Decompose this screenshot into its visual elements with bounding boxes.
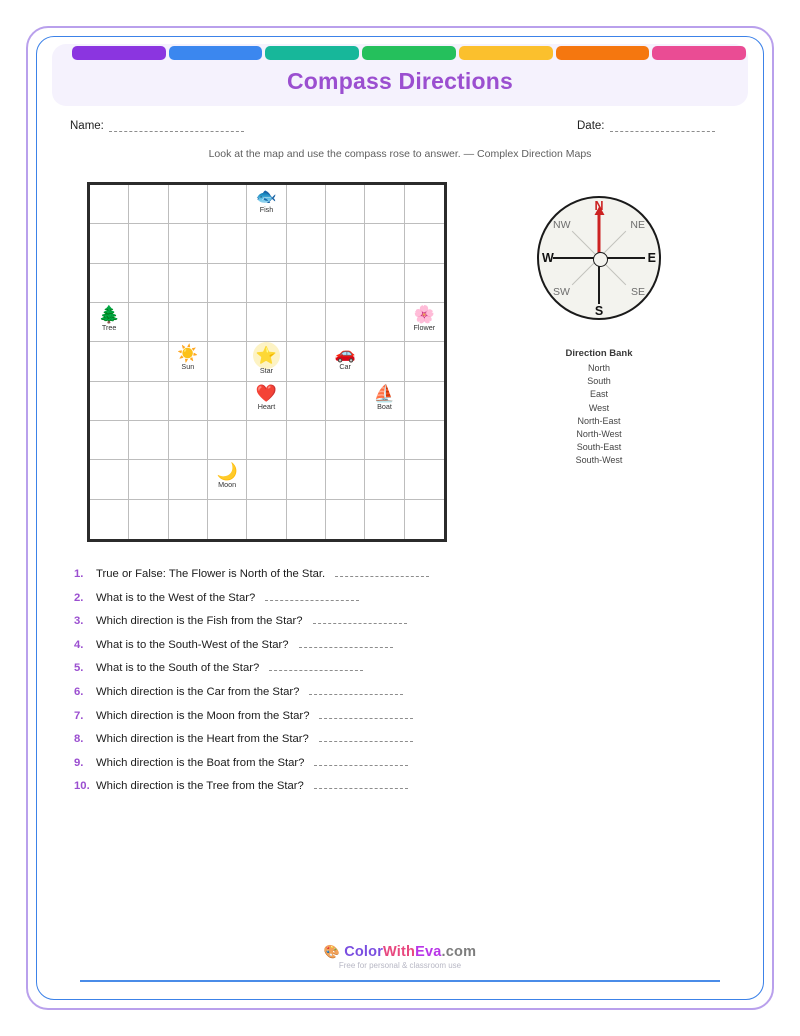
map-cell bbox=[129, 224, 168, 263]
tree-icon: 🌲 bbox=[98, 304, 120, 324]
map-token-label: Sun bbox=[181, 362, 195, 372]
map-cell bbox=[90, 224, 129, 263]
question-answer-line[interactable] bbox=[269, 660, 363, 671]
map-cell bbox=[365, 421, 404, 460]
question-text: Which direction is the Car from the Star? bbox=[96, 685, 300, 698]
map-cell bbox=[326, 500, 365, 539]
map-cell bbox=[208, 264, 247, 303]
map-cell bbox=[326, 460, 365, 499]
heart-icon: ❤️ bbox=[255, 383, 278, 403]
map-cell bbox=[405, 224, 444, 263]
compass-label-northwest: NW bbox=[553, 219, 571, 231]
map-cell bbox=[129, 185, 168, 224]
question-number: 6. bbox=[74, 685, 84, 698]
question-text: True or False: The Flower is North of the Star. bbox=[96, 568, 326, 580]
compass-label-southwest: SW bbox=[553, 285, 570, 298]
map-token-label: Tree bbox=[101, 322, 117, 332]
map-cell bbox=[169, 382, 208, 421]
car-icon: 🚗 bbox=[334, 344, 356, 364]
map-cell bbox=[365, 342, 404, 381]
map-cell bbox=[287, 382, 326, 421]
map-cell bbox=[326, 303, 365, 342]
name-label: Name: bbox=[70, 120, 104, 132]
map-cell bbox=[129, 303, 168, 342]
color-bar-3 bbox=[265, 46, 359, 60]
brand-part-tld: .com bbox=[441, 944, 477, 960]
map-token-label: Fish bbox=[259, 205, 274, 214]
question-answer-line[interactable] bbox=[335, 566, 429, 577]
footer bbox=[44, 944, 756, 970]
footer-tagline: Free for personal & classroom use bbox=[338, 961, 462, 970]
question-item bbox=[74, 613, 714, 627]
map-grid-container bbox=[87, 182, 447, 542]
sun-icon: ☀️ bbox=[177, 344, 199, 364]
compass-label-south: S bbox=[594, 303, 604, 318]
question-item bbox=[74, 684, 714, 698]
map-cell bbox=[169, 421, 208, 460]
map-cell bbox=[169, 303, 208, 342]
map-grid bbox=[90, 185, 444, 539]
question-number: 8. bbox=[74, 733, 84, 746]
map-cell bbox=[208, 224, 247, 263]
color-bar-1 bbox=[72, 46, 166, 60]
map-cell bbox=[90, 460, 129, 499]
question-item bbox=[74, 566, 714, 580]
map-token-fish bbox=[247, 187, 285, 214]
question-item bbox=[74, 590, 714, 604]
map-cell bbox=[287, 303, 326, 342]
compass-rose bbox=[537, 196, 661, 320]
flower-icon: 🌸 bbox=[413, 304, 435, 324]
map-cell bbox=[169, 224, 208, 263]
map-cell bbox=[247, 185, 286, 224]
questions-list bbox=[74, 566, 714, 802]
map-cell bbox=[326, 342, 365, 381]
question-item bbox=[74, 660, 714, 674]
map-cell bbox=[169, 500, 208, 539]
brand-part-eva: Eva bbox=[415, 944, 442, 960]
question-text: What is to the West of the Star? bbox=[96, 591, 256, 604]
star-icon: ⭐ bbox=[253, 342, 280, 369]
moon-icon: 🌙 bbox=[216, 462, 238, 482]
map-token-heart bbox=[247, 384, 285, 411]
map-cell bbox=[129, 500, 168, 539]
map-cell bbox=[129, 264, 168, 303]
direction-bank-list bbox=[474, 362, 724, 468]
map-cell bbox=[90, 185, 129, 224]
map-cell bbox=[287, 264, 326, 303]
map-cell bbox=[90, 264, 129, 303]
question-text: Which direction is the Boat from the Star? bbox=[96, 756, 305, 769]
question-text: Which direction is the Tree from the Star? bbox=[96, 780, 304, 793]
map-cell bbox=[169, 264, 208, 303]
map-cell bbox=[129, 460, 168, 499]
map-cell bbox=[208, 500, 247, 539]
question-item bbox=[74, 731, 714, 745]
header-card bbox=[52, 44, 748, 106]
map-cell bbox=[90, 303, 129, 342]
question-number: 9. bbox=[74, 756, 84, 769]
question-number: 7. bbox=[74, 709, 84, 722]
color-bar-2 bbox=[169, 46, 263, 60]
map-cell bbox=[129, 342, 168, 381]
map-cell bbox=[90, 421, 129, 460]
map-cell bbox=[287, 342, 326, 381]
question-item bbox=[74, 637, 714, 651]
map-cell bbox=[405, 342, 444, 381]
map-cell bbox=[287, 185, 326, 224]
map-cell bbox=[247, 224, 286, 263]
map-cell bbox=[326, 264, 365, 303]
map-cell bbox=[405, 382, 444, 421]
map-cell bbox=[326, 382, 365, 421]
map-cell bbox=[365, 303, 404, 342]
direction-bank-item: South-East bbox=[576, 442, 622, 453]
question-answer-line[interactable] bbox=[299, 637, 393, 648]
map-cell bbox=[169, 460, 208, 499]
brand-part-with: With bbox=[383, 944, 416, 960]
direction-bank-item: South-West bbox=[575, 455, 623, 466]
direction-bank-item: South bbox=[587, 376, 611, 387]
map-cell bbox=[405, 264, 444, 303]
color-bar-4 bbox=[362, 46, 456, 60]
map-token-label: Moon bbox=[218, 480, 237, 490]
map-cell bbox=[247, 264, 286, 303]
compass-label-west: W bbox=[542, 250, 554, 265]
direction-bank-item: North-West bbox=[576, 429, 622, 440]
name-date-row bbox=[66, 120, 726, 138]
map-cell bbox=[208, 382, 247, 421]
map-cell bbox=[405, 500, 444, 539]
worksheet-sheet bbox=[44, 44, 756, 992]
map-cell bbox=[365, 224, 404, 263]
map-cell bbox=[405, 303, 444, 342]
boat-icon: ⛵ bbox=[373, 383, 396, 403]
map-cell bbox=[129, 421, 168, 460]
map-token-sun bbox=[169, 344, 207, 371]
question-answer-line[interactable] bbox=[309, 684, 403, 695]
map-token-label: Flower bbox=[413, 322, 436, 332]
color-bar-6 bbox=[556, 46, 650, 60]
question-text: What is to the South-West of the Star? bbox=[96, 638, 289, 651]
map-token-label: Car bbox=[339, 362, 351, 372]
map-token-tree bbox=[90, 305, 128, 332]
compass-label-north: N bbox=[594, 199, 604, 213]
map-cell bbox=[247, 303, 286, 342]
map-cell bbox=[405, 460, 444, 499]
date-field-group bbox=[577, 120, 715, 132]
map-cell bbox=[326, 224, 365, 263]
map-cell bbox=[208, 303, 247, 342]
map-cell bbox=[287, 224, 326, 263]
question-answer-line[interactable] bbox=[265, 590, 359, 601]
brand-wordmark bbox=[44, 944, 756, 960]
compass-label-southeast: SE bbox=[630, 285, 645, 298]
map-cell bbox=[208, 460, 247, 499]
question-text: What is to the South of the Star? bbox=[96, 662, 260, 675]
direction-bank-item: North-East bbox=[577, 415, 621, 426]
date-label: Date: bbox=[577, 120, 605, 132]
map-cell bbox=[90, 342, 129, 381]
question-number: 2. bbox=[74, 591, 84, 604]
compass-label-northeast: NE bbox=[630, 219, 645, 231]
map-token-boat bbox=[365, 384, 403, 411]
page-title: Compass Directions bbox=[287, 68, 513, 94]
map-cell bbox=[90, 500, 129, 539]
question-number: 5. bbox=[74, 662, 84, 675]
map-cell bbox=[129, 382, 168, 421]
brand-part-color: Color bbox=[344, 944, 384, 960]
map-cell bbox=[247, 342, 286, 381]
map-cell bbox=[169, 185, 208, 224]
palette-icon: 🎨 bbox=[323, 944, 341, 959]
map-token-star bbox=[247, 344, 285, 375]
compass-hub bbox=[593, 252, 608, 267]
map-cell bbox=[247, 382, 286, 421]
map-cell bbox=[365, 264, 404, 303]
name-input-line[interactable] bbox=[109, 120, 244, 132]
map-cell bbox=[405, 421, 444, 460]
map-cell bbox=[208, 185, 247, 224]
compass-label-east: E bbox=[647, 250, 656, 265]
color-bar-5 bbox=[459, 46, 553, 60]
footer-rule bbox=[80, 980, 720, 982]
question-item bbox=[74, 755, 714, 769]
map-token-flower bbox=[405, 305, 444, 332]
direction-bank-title: Direction Bank bbox=[565, 348, 633, 359]
map-cell bbox=[208, 342, 247, 381]
question-number: 4. bbox=[74, 638, 84, 651]
name-field-group bbox=[70, 120, 244, 132]
direction-bank-item: East bbox=[589, 389, 608, 400]
question-item bbox=[74, 708, 714, 722]
direction-bank bbox=[474, 348, 724, 468]
fish-icon: 🐟 bbox=[255, 187, 278, 206]
map-cell bbox=[287, 460, 326, 499]
map-cell bbox=[208, 421, 247, 460]
question-answer-line[interactable] bbox=[314, 755, 408, 766]
map-cell bbox=[90, 382, 129, 421]
instructions-text: Look at the map and use the compass rose to answer. — Complex Direction Maps bbox=[208, 148, 592, 160]
question-answer-line[interactable] bbox=[319, 731, 413, 742]
question-answer-line[interactable] bbox=[314, 778, 408, 789]
question-number: 10. bbox=[74, 780, 90, 793]
map-cell bbox=[365, 460, 404, 499]
map-cell bbox=[169, 342, 208, 381]
map-cell bbox=[247, 500, 286, 539]
map-cell bbox=[287, 421, 326, 460]
direction-bank-item: West bbox=[588, 402, 610, 413]
color-bar-7 bbox=[652, 46, 746, 60]
question-answer-line[interactable] bbox=[319, 708, 413, 719]
map-cell bbox=[326, 185, 365, 224]
map-cell bbox=[247, 421, 286, 460]
map-cell bbox=[365, 185, 404, 224]
question-number: 3. bbox=[74, 615, 84, 628]
compass-column bbox=[474, 196, 724, 468]
question-text: Which direction is the Moon from the Star? bbox=[96, 709, 310, 722]
map-token-label: Star bbox=[259, 366, 274, 376]
color-bar-strip bbox=[72, 46, 746, 60]
direction-bank-item: North bbox=[587, 363, 610, 373]
map-cell bbox=[326, 421, 365, 460]
map-cell bbox=[287, 500, 326, 539]
map-cell bbox=[365, 500, 404, 539]
map-token-label: Heart bbox=[257, 401, 276, 411]
map-cell bbox=[247, 460, 286, 499]
map-token-moon bbox=[208, 462, 246, 489]
map-token-label: Boat bbox=[377, 401, 392, 411]
question-text: Which direction is the Fish from the Star? bbox=[96, 615, 303, 628]
question-item bbox=[74, 778, 714, 792]
question-number: 1. bbox=[74, 568, 84, 580]
map-cell bbox=[405, 185, 444, 224]
question-answer-line[interactable] bbox=[313, 613, 407, 624]
map-token-car bbox=[326, 344, 364, 371]
map-cell bbox=[365, 382, 404, 421]
date-input-line[interactable] bbox=[610, 120, 715, 132]
question-text: Which direction is the Heart from the Star? bbox=[96, 733, 309, 746]
